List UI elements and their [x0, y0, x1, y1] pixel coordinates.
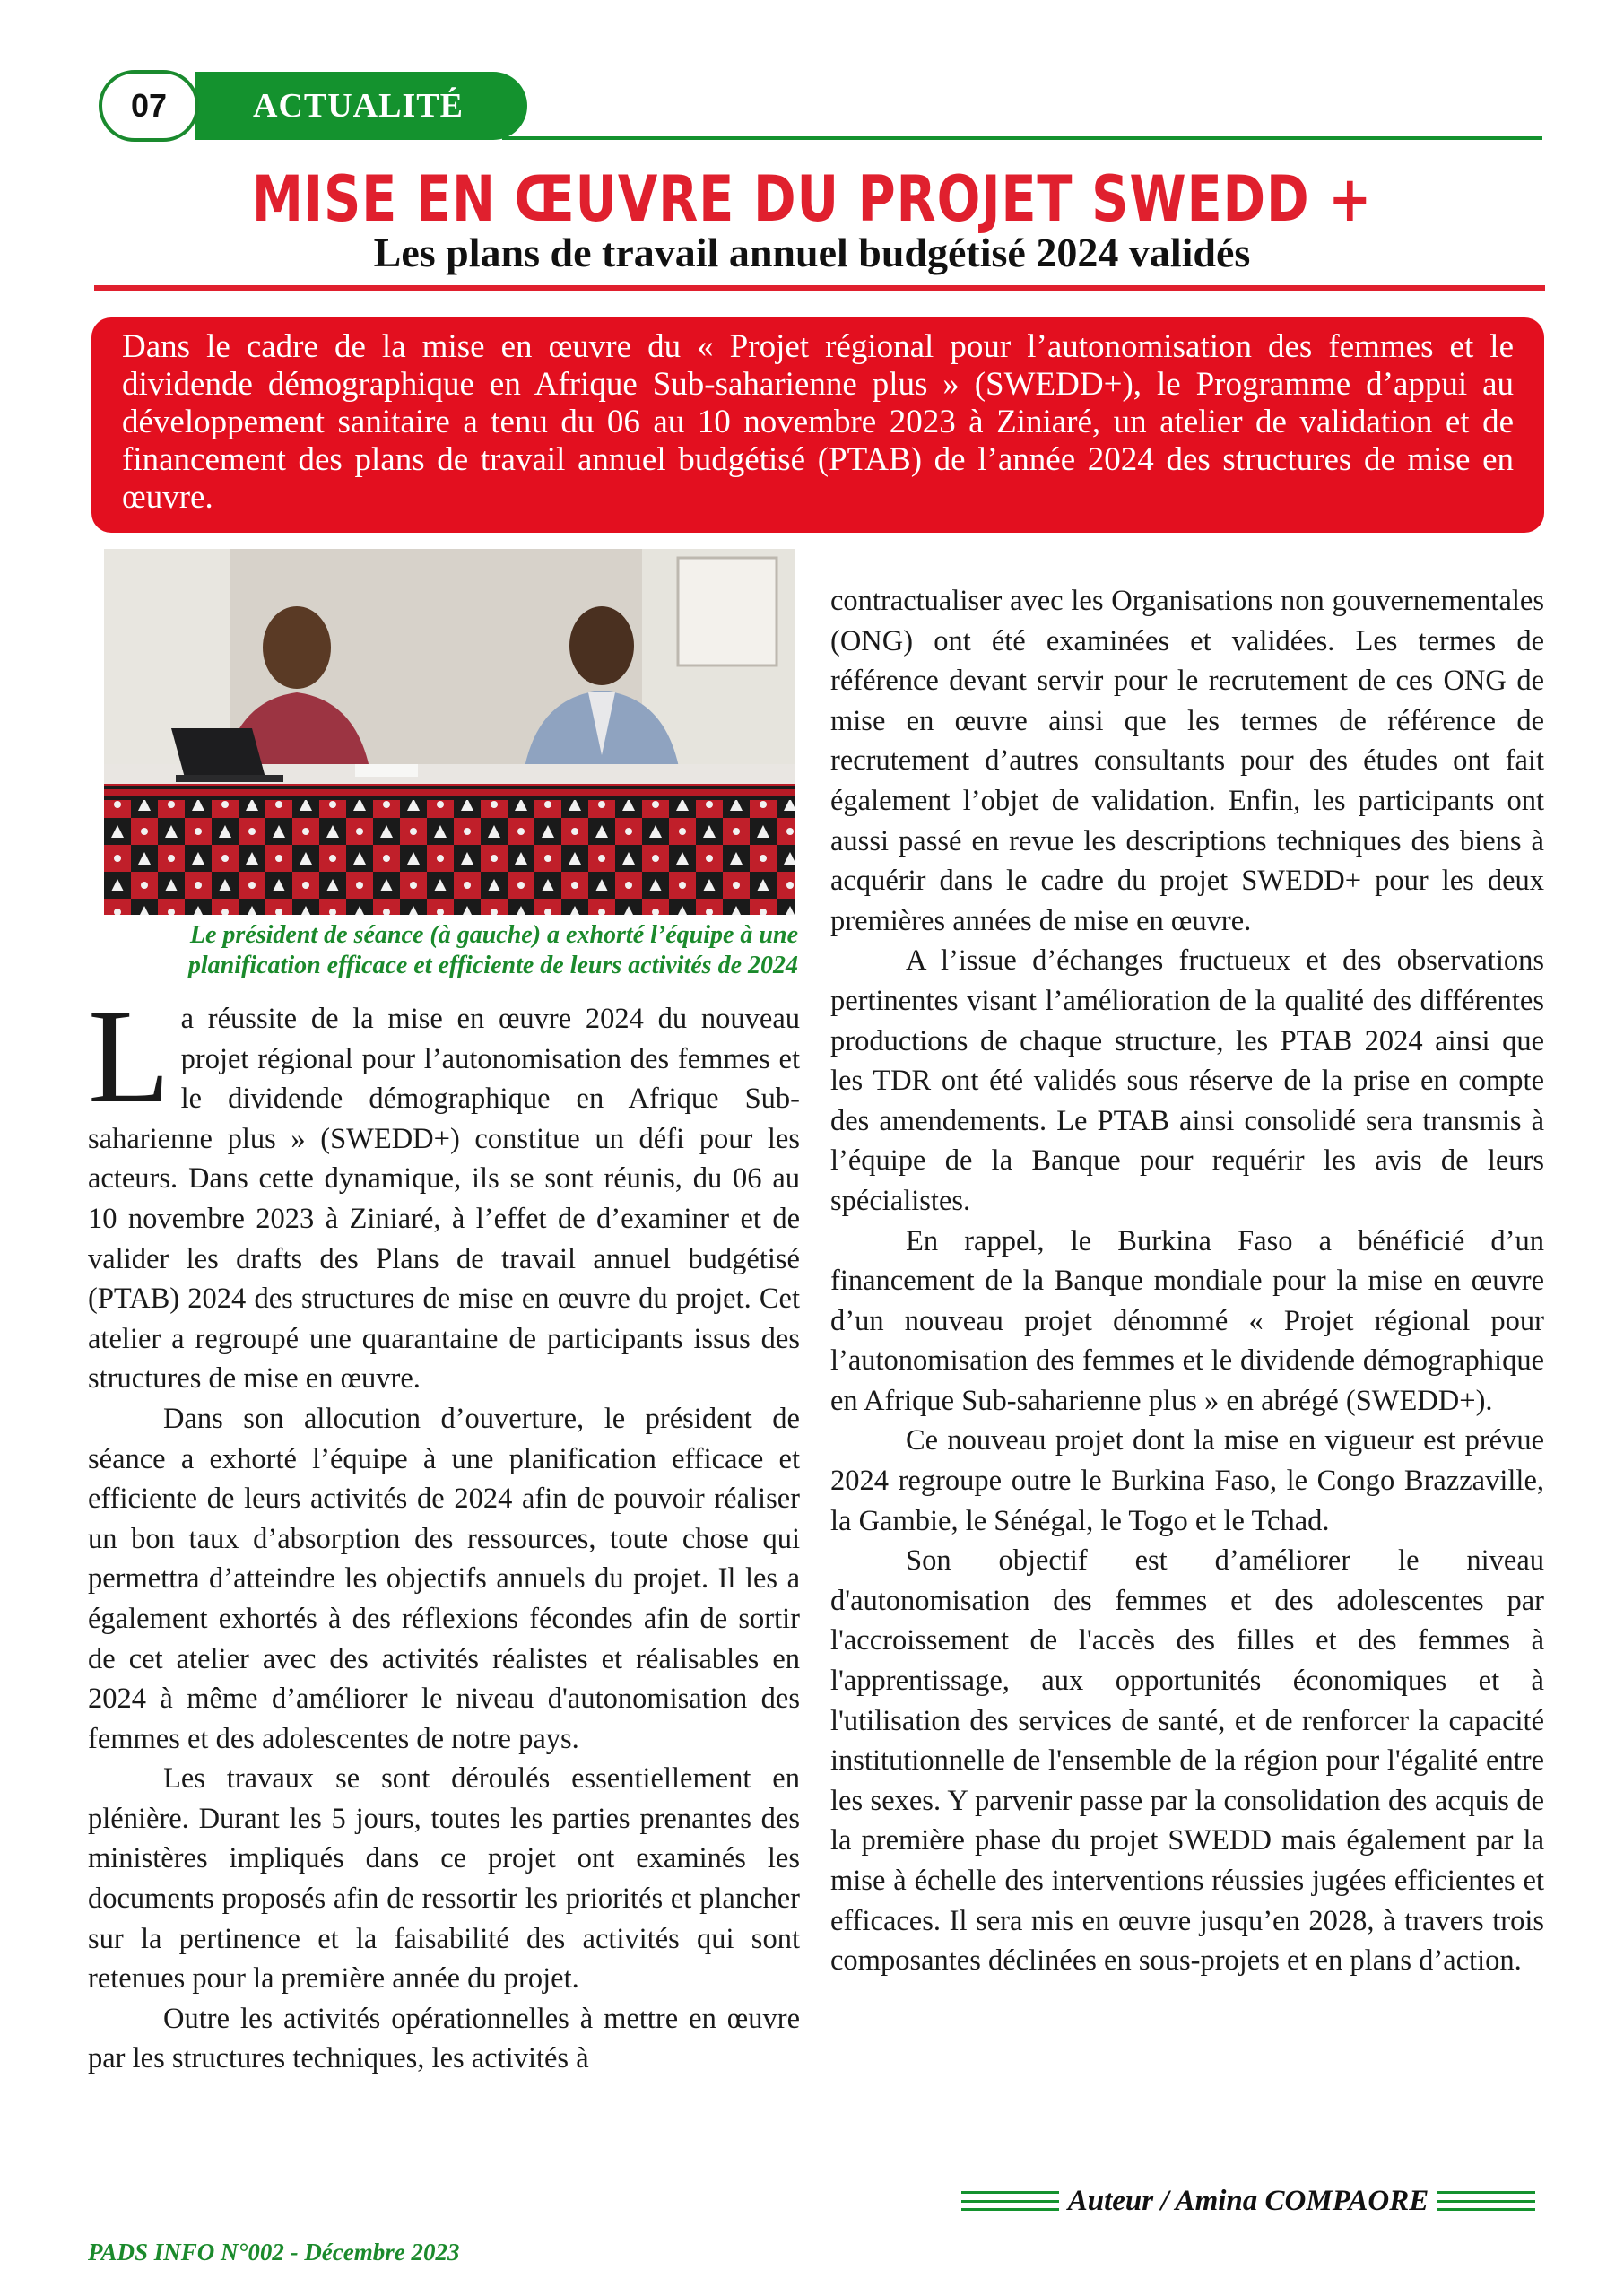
header-rule — [502, 136, 1542, 140]
paragraph: Ce nouveau projet dont la mise en vigueur est prévue 2024 regroupe outre le Burkina Faso, le Congo Brazzaville, la Gambie, le Sénégal, le Togo et le Tchad. — [830, 1424, 1544, 1537]
lead-text: Dans le cadre de la mise en œuvre du « Projet régional pour l’autonomisation des femmes et le dividende démographique en Afrique Sub-saharienne plus » (SWEDD+), le Programme d’appui au développement sanitaire a tenu du 06 au 10 novembre 2023 à Ziniaré, un atelier de validation et de financement des plans de travail annuel budgétisé (PTAB) de l’année 2024 des structures de mise en œuvre. — [122, 328, 1514, 516]
paragraph: Les travaux se sont déroulés essentiellement en plénière. Durant les 5 jours, toutes les parties prenantes des ministères impliqués dans ce projet ont examinés les documents proposés afin de ressortir les priorités et plancher sur la pertinence et la faisabilité des activités qui sont retenues pour la première année du projet. — [88, 1762, 800, 1996]
paragraph: A l’issue d’échanges fructueux et des observations pertinentes visant l’amélioration de la qualité des différentes productions de chaque structure, les PTAB 2024 ainsi que les TDR ont été validés sous réserve de la prise en compte des amendements. Le PTAB ainsi consolidé sera transmis à l’équipe de la Banque pour requérir les avis de leurs spécialistes. — [830, 944, 1544, 1217]
paragraph: Outre les activités opérationnelles à mettre en œuvre par les structures techniques, les activités à — [88, 2002, 800, 2075]
drop-cap: L — [88, 982, 170, 1131]
page-number: 07 — [99, 70, 199, 142]
paragraph: contractualiser avec les Organisations non gouvernementales (ONG) ont été examinées et validées. Les termes de référence devant servir pour le recrutement de ces ONG de mise en œuvre ainsi que les termes de référence de recrutement d’autres consultants pour des études ont fait également l’objet de validation. Enfin, les participants ont aussi passé en revue les descriptions techniques des biens à acquérir dans le cadre du projet SWEDD+ pour les deux premières années de mise en œuvre. — [830, 585, 1544, 937]
body-column-left — [88, 982, 800, 2079]
article-photo — [104, 549, 795, 915]
article-kicker: MISE EN ŒUVRE DU PROJET SWEDD + — [251, 162, 1373, 236]
paragraph: Son objectif est d’améliorer le niveau d'autonomisation des femmes et des adolescentes par l'accroissement de l'accès des filles et des femmes à l'apprentissage, aux opportunités économiques et à l'utilisation des services de santé, et de renforcer la capacité institutionnelle de l'ensemble de la région pour l'égalité entre les sexes. Y parvenir passe par la consolidation des acquis de la première phase du projet SWEDD mais également par la mise à échelle des interventions réussies jugées efficientes et efficaces. Il sera mis en œuvre jusqu’en 2028, à travers trois composantes déclinées en sous-projets et en plans d’action. — [830, 1544, 1544, 1978]
headline-rule — [94, 285, 1545, 291]
lead-box — [91, 317, 1544, 533]
meeting-photo-illustration — [104, 549, 795, 915]
author-rule-right — [1437, 2191, 1535, 2211]
author-rule-left — [961, 2191, 1059, 2211]
footer-issue: PADS INFO N°002 - Décembre 2023 — [88, 2239, 460, 2266]
paragraph: En rappel, le Burkina Faso a bénéficié d’un financement de la Banque mondiale pour la mise en œuvre d’un nouveau projet dénommé « Projet régional pour l’autonomisation des femmes et le dividende démographique en Afrique Sub-saharienne plus » en abrégé (SWEDD+). — [830, 1224, 1544, 1417]
author-signature — [961, 2181, 1535, 2221]
paragraph: Dans son allocution d’ouverture, le président de séance a exhorté l’équipe à une planification efficace et efficiente de leurs activités de 2024 afin de pouvoir réaliser un bon taux d’absorption des ressources, toute chose qui permettra d’atteindre les objectifs annuels du projet. Il les a également exhortés à des réflexions fécondes afin de sortir de cet atelier avec des activités réalistes et réalisables en 2024 à même d’améliorer le niveau d'autonomisation des femmes et des adolescentes de notre pays. — [88, 1402, 800, 1755]
paragraph: La réussite de la mise en œuvre 2024 du nouveau projet régional pour l’autonomisation des femmes et le dividende démographique en Afrique Sub-saharienne plus » (SWEDD+) constitue un défi pour les acteurs. Dans cette dynamique, ils se sont réunis, du 06 au 10 novembre 2023 à Ziniaré, à l’effet de d’examiner et de valider les drafts des Plans de travail annuel budgétisé (PTAB) 2024 des structures de mise en œuvre du projet. Cet atelier a regroupé une quarantaine de participants issus des structures de mise en œuvre. — [88, 982, 800, 1396]
body-column-right — [830, 581, 1544, 1981]
photo-caption: Le président de séance (à gauche) a exhorté l’équipe à une planification efficace et efficiente de leurs activités de 2024 — [187, 921, 798, 979]
section-label: ACTUALITÉ — [195, 72, 527, 140]
author-name: Auteur / Amina COMPAORE — [1067, 2184, 1429, 2217]
article-headline: Les plans de travail annuel budgétisé 2024 validés — [373, 230, 1251, 275]
